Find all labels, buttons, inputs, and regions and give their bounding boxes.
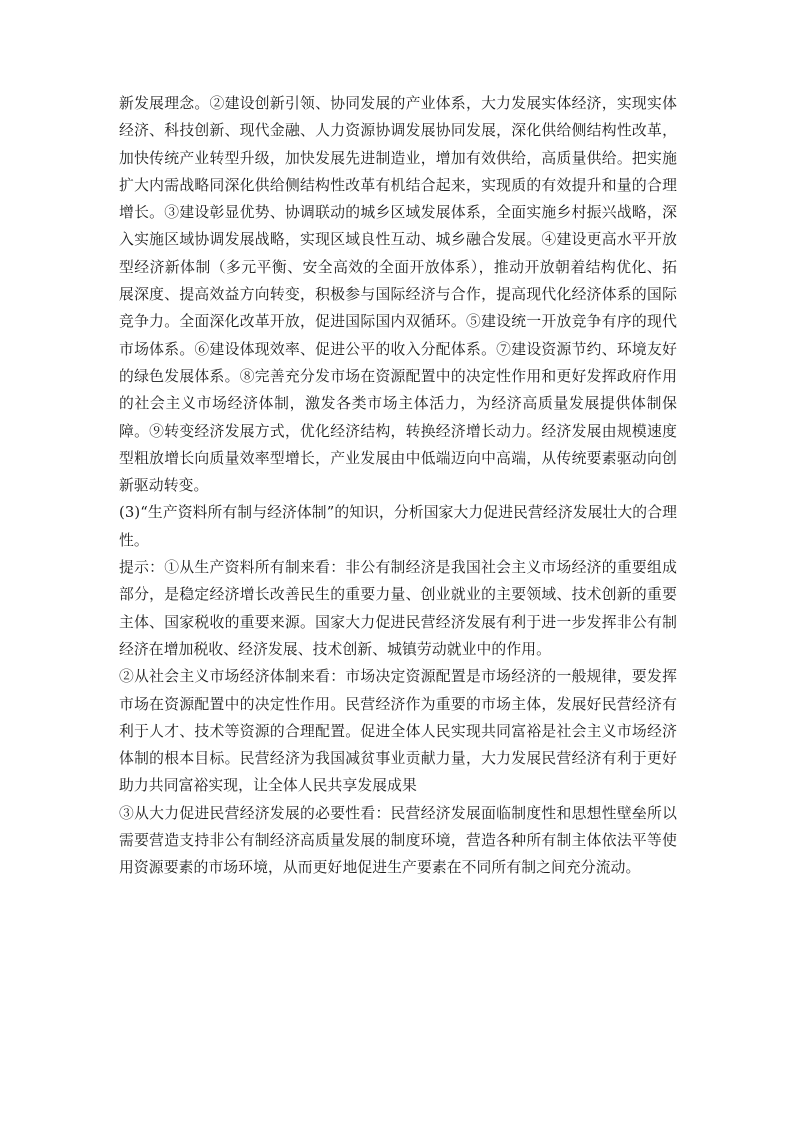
document-page: [119, 90, 677, 882]
question-3: (3)“生产资料所有制与经济体制”的知识，分析国家大力促进民营经济发展壮大的合理性。: [119, 504, 677, 549]
hint-paragraph-ownership: 提示：①从生产资料所有制来看：非公有制经济是我国社会主义市场经济的重要组成部分，是稳定经济增长改善民生的重要力量、创业就业的主要领域、技术创新的重要主体、国家税收的重要来源。国家大力促进民营经济发展有利于进一步发挥非公有制经济在增加税收、经济发展、技术创新、城镇劳动就业中的作用。: [119, 559, 677, 658]
hint-paragraph-market-economy: ②从社会主义市场经济体制来看：市场决定资源配置是市场经济的一般规律，要发挥市场在资源配置中的决定性作用。民营经济作为重要的市场主体，发展好民营经济有利于人才、技术等资源的合理配置。促进全体人民实现共同富裕是社会主义市场经济体制的根本目标。民营经济为我国减贫事业贡献力量，大力发展民营经济有利于更好助力共同富裕实现，让全体人民共享发展成果: [119, 668, 677, 795]
hint-paragraph-necessity: ③从大力促进民营经济发展的必要性看：民营经济发展面临制度性和思想性壁垒所以需要营造支持非公有制经济高质量发展的制度环境，营造各种所有制主体依法平等使用资源要素的市场环境，从而更好地促进生产要素在不同所有制之间充分流动。: [119, 804, 677, 877]
answer-paragraph-economic-system: 新发展理念。②建设创新引领、协同发展的产业体系，大力发展实体经济，实现实体经济、科技创新、现代金融、人力资源协调发展协同发展，深化供给侧结构性改革，加快传统产业转型升级，加快发展先进制造业，增加有效供给，高质量供给。把实施扩大内需战略同深化供给侧结构性改革有机结合起来，实现质的有效提升和量的合理增长。③建设彰显优势、协调联动的城乡区域发展体系，全面实施乡村振兴战略，深入实施区域协调发展战略，实现区域良性互动、城乡融合发展。④建设更高水平开放型经济新体制（多元平衡、安全高效的全面开放体系），推动开放朝着结构优化、拓展深度、提高效益方向转变，积极参与国际经济与合作，提高现代化经济体系的国际竞争力。全面深化改革开放，促进国际国内双循环。⑤建设统一开放竞争有序的现代市场体系。⑥建设体现效率、促进公平的收入分配体系。⑦建设资源节约、环境友好的绿色发展体系。⑧完善充分发市场在资源配置中的决定性作用和更好发挥政府作用的社会主义市场经济体制，激发各类市场主体活力，为经济高质量发展提供体制保障。⑨转变经济发展方式，优化经济结构，转换经济增长动力。经济发展由规模速度型粗放增长向质量效率型增长，产业发展由中低端迈向中高端，从传统要素驱动向创新驱动转变。: [119, 95, 677, 495]
